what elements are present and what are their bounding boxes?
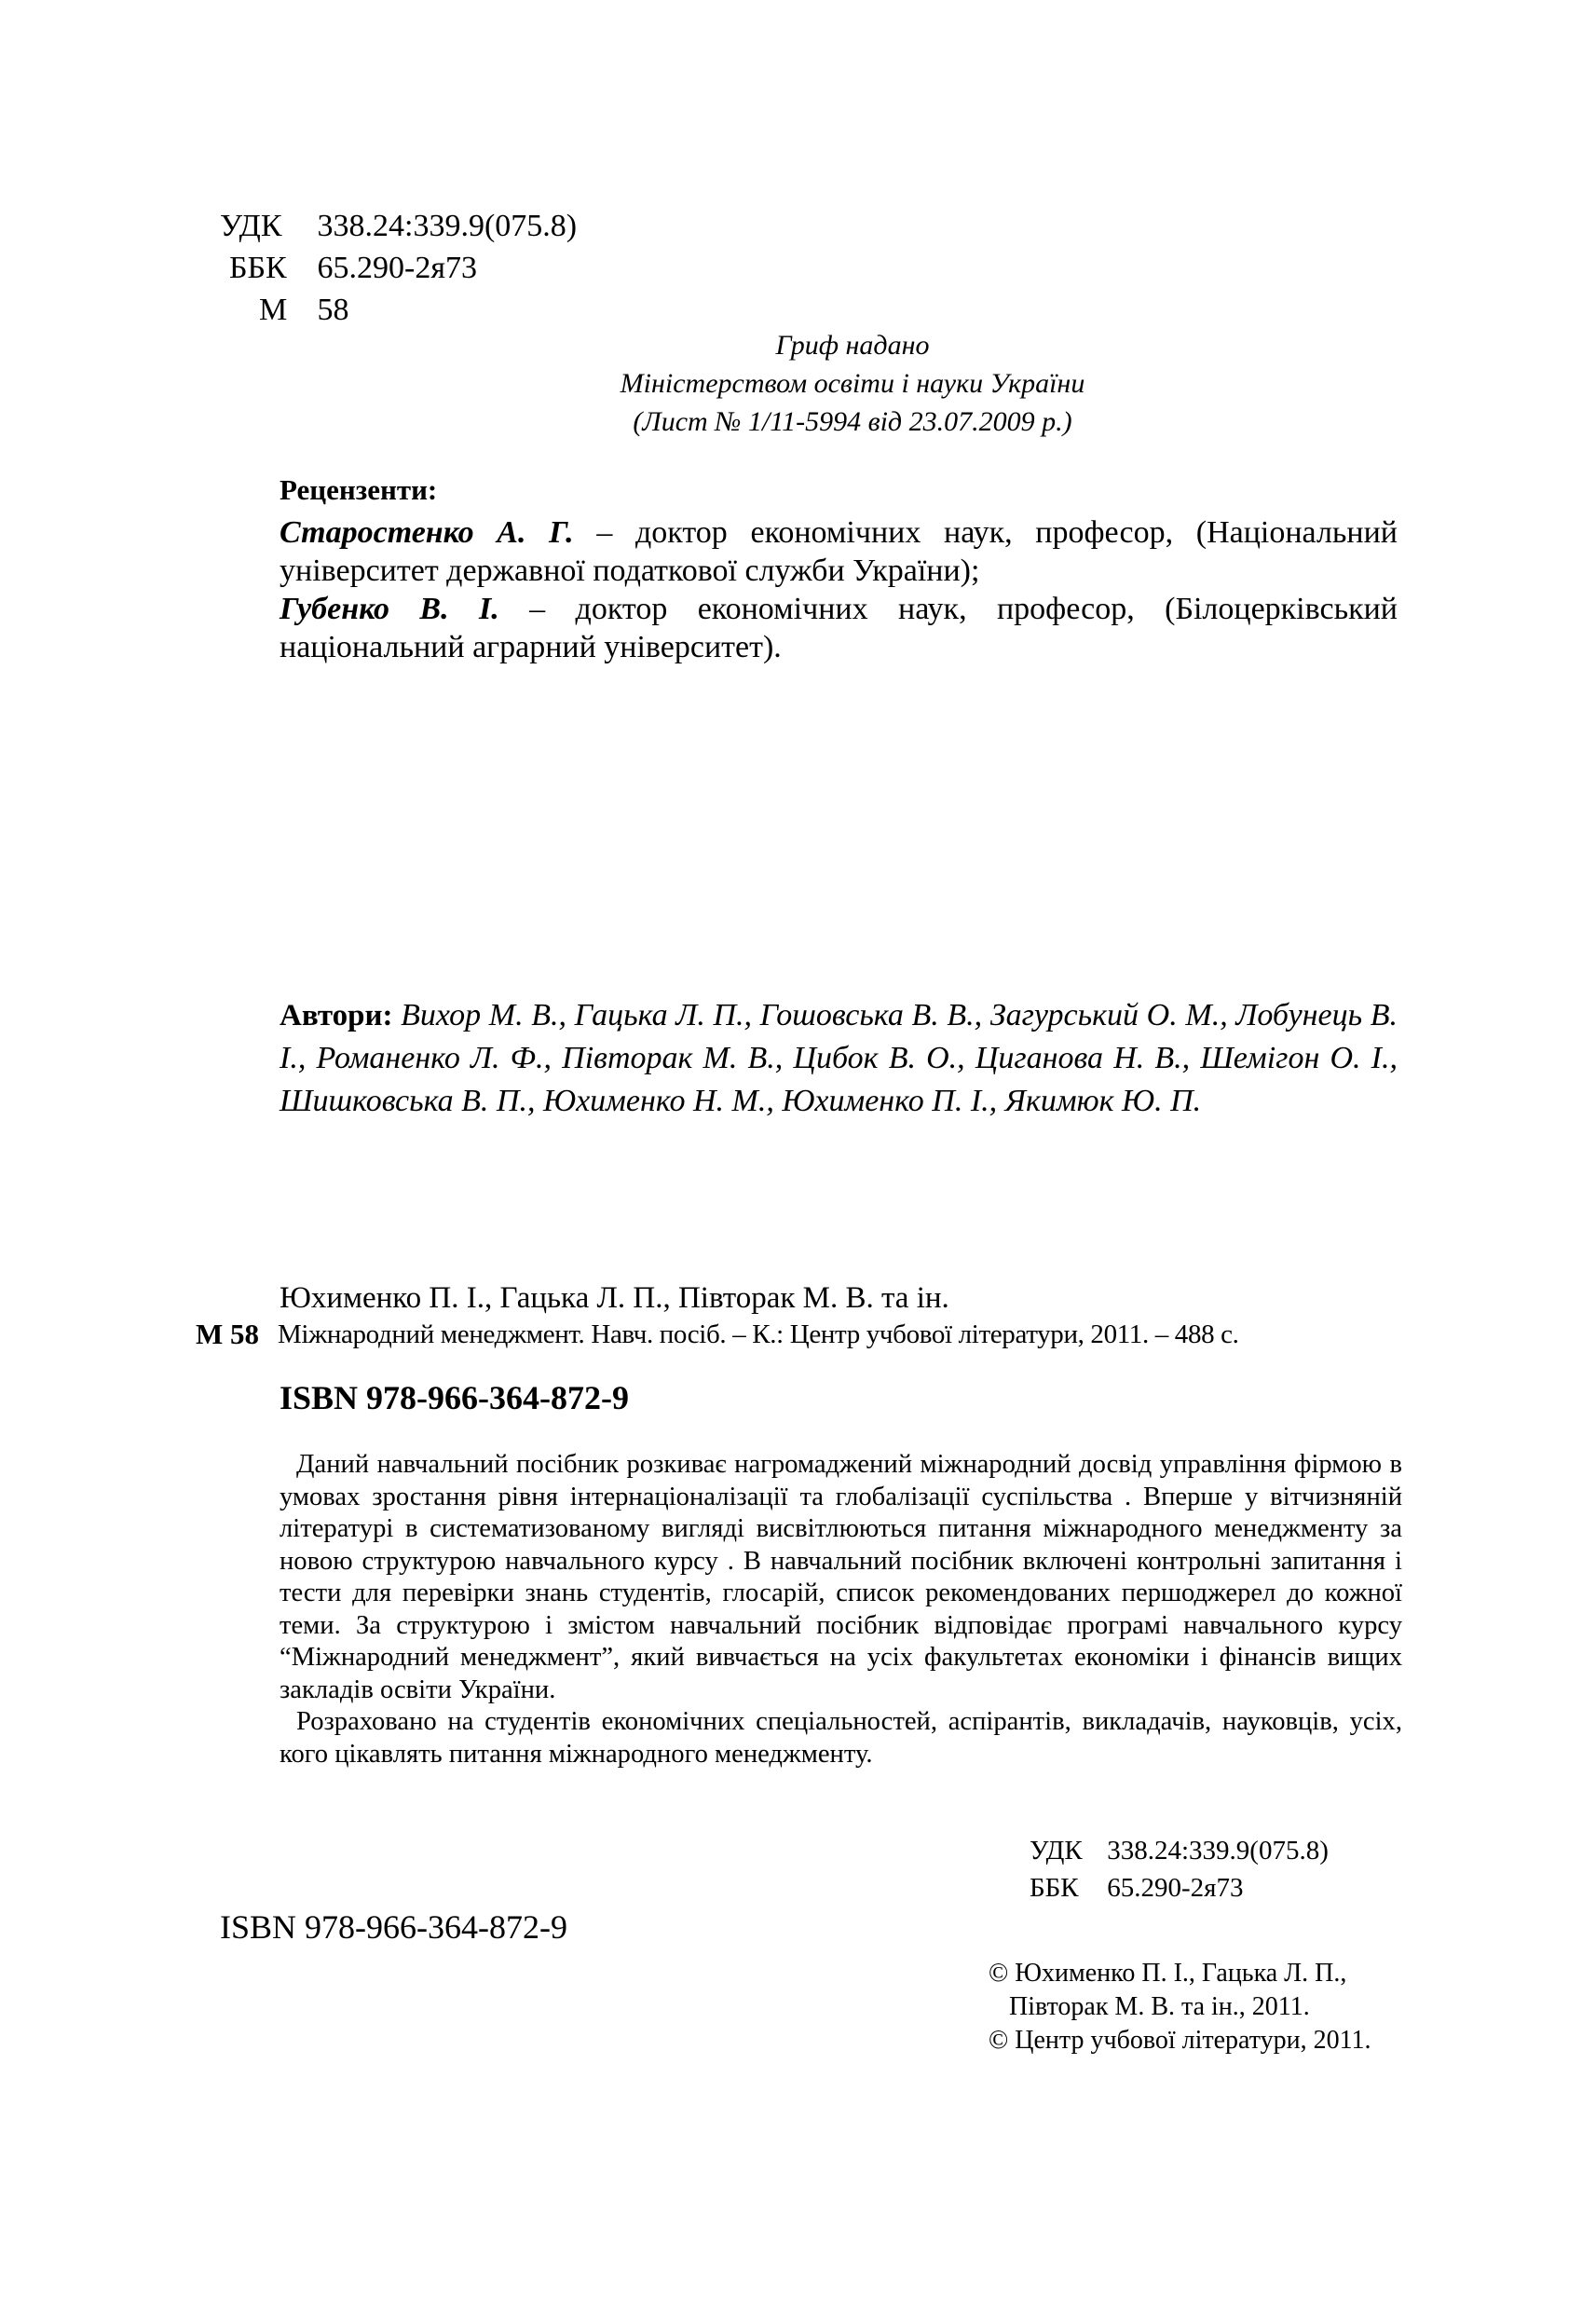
reviewers-heading: Рецензенти: <box>280 473 438 506</box>
udk-row-bottom <box>1030 1834 1421 1867</box>
reviewer-1 <box>280 513 1398 590</box>
bib-title-line: Міжнародний менеджмент. Навч. посіб. – К.: Центр учбової літератури, 2011. – 488 с. <box>278 1319 1239 1349</box>
authors-label: Автори: <box>280 999 393 1032</box>
grif-line-3: (Лист № 1/11-5994 від 23.07.2009 р.) <box>633 406 1072 437</box>
classification-codes-top <box>220 207 686 329</box>
copyright-line-2: Півторак М. В. та ін., 2011. <box>1009 1992 1310 2021</box>
bib-isbn: ISBN 978-966-364-872-9 <box>280 1379 629 1416</box>
udk-row <box>220 207 686 245</box>
copyright-line-1: © Юхименко П. І., Гацька Л. П., <box>989 1959 1347 1988</box>
grif-line-2: Міністерством освіти і науки України <box>620 368 1085 399</box>
bbk-label: ББК <box>229 251 287 285</box>
bbk-label-bottom: ББК <box>1030 1873 1079 1903</box>
bib-author-line: Юхименко П. І., Гацька Л. П., Півторак М. В. та ін. <box>280 1281 949 1315</box>
bbk-value-bottom: 65.290-2я73 <box>1107 1873 1244 1903</box>
annotation-paragraph-1: Даний навчальний посібник розкиває нагромаджений міжнародний досвід управління фірмою в умовах зростання рівня інтернаціоналізації та глобалізації суспільства . Вперше у вітчизняній літературі в систематизованому вигляді висвітлюються питання міжнародного менеджменту за новою структурою навчального курсу . В навчальний посібник включені контрольні запитання і тести для перевірки знань студентів, глосарій, список рекомендованих першоджерел до кожної теми. За структурою і змістом навчальний посібник відповідає програмі навчального курсу “Міжнародний менеджмент”, який вивчається на усіх факультетах економіки і фінансів вищих закладів освіти України. <box>280 1450 1402 1704</box>
reviewer-1-name: Старостенко А. Г. <box>280 515 574 550</box>
bbk-row-bottom <box>1030 1871 1421 1905</box>
reviewer-2-text: – доктор економічних наук, професор, (Білоцерківський національний аграрний університет). <box>280 592 1398 664</box>
grif-line-1: Гриф надано <box>775 330 930 361</box>
isbn-bottom: ISBN 978-966-364-872-9 <box>220 1908 567 1946</box>
authors-section <box>280 994 1398 1123</box>
reviewer-2-name: Губенко В. І. <box>280 592 499 626</box>
authors-list: Вихор М. В., Гацька Л. П., Гошовська В. В., Загурський О. М., Лобунець В. І., Романенко Л. Ф., Півторак М. В., Цибок В. О., Циганова Н. В., Шемігон О. І., Шишковська В. П., Юхименко Н. М., Юхименко П. І., Якимюк Ю. П. <box>280 998 1398 1118</box>
approval-stamp-text <box>522 326 1183 441</box>
reviewer-1-text: – доктор економічних наук, професор, (Національний університет державної податкової служби України); <box>280 515 1398 588</box>
authors-paragraph <box>280 994 1398 1123</box>
author-mark-value: 58 <box>317 293 349 327</box>
author-mark-label: М <box>259 293 288 327</box>
copyright-block <box>989 1957 1417 2057</box>
udk-label: УДК <box>220 209 282 243</box>
udk-label-bottom: УДК <box>1030 1836 1083 1866</box>
bbk-value: 65.290-2я73 <box>317 251 477 285</box>
annotation-paragraph-2: Розраховано на студентів економічних спеціальностей, аспірантів, викладачів, науковців, усіх, кого цікавлять питання міжнародного менеджменту. <box>280 1707 1402 1769</box>
reviewer-2 <box>280 590 1398 666</box>
bib-mark: М 58 <box>196 1318 260 1350</box>
reviewers-section <box>280 471 1398 666</box>
classification-codes-bottom <box>1030 1834 1421 1905</box>
author-mark-row <box>220 291 686 329</box>
annotation-section <box>280 1449 1402 1770</box>
copyright-line-3: © Центр учбової літератури, 2011. <box>989 2026 1371 2055</box>
udk-value-bottom: 338.24:339.9(075.8) <box>1107 1836 1329 1866</box>
bbk-row <box>220 249 686 287</box>
udk-value: 338.24:339.9(075.8) <box>317 209 578 243</box>
